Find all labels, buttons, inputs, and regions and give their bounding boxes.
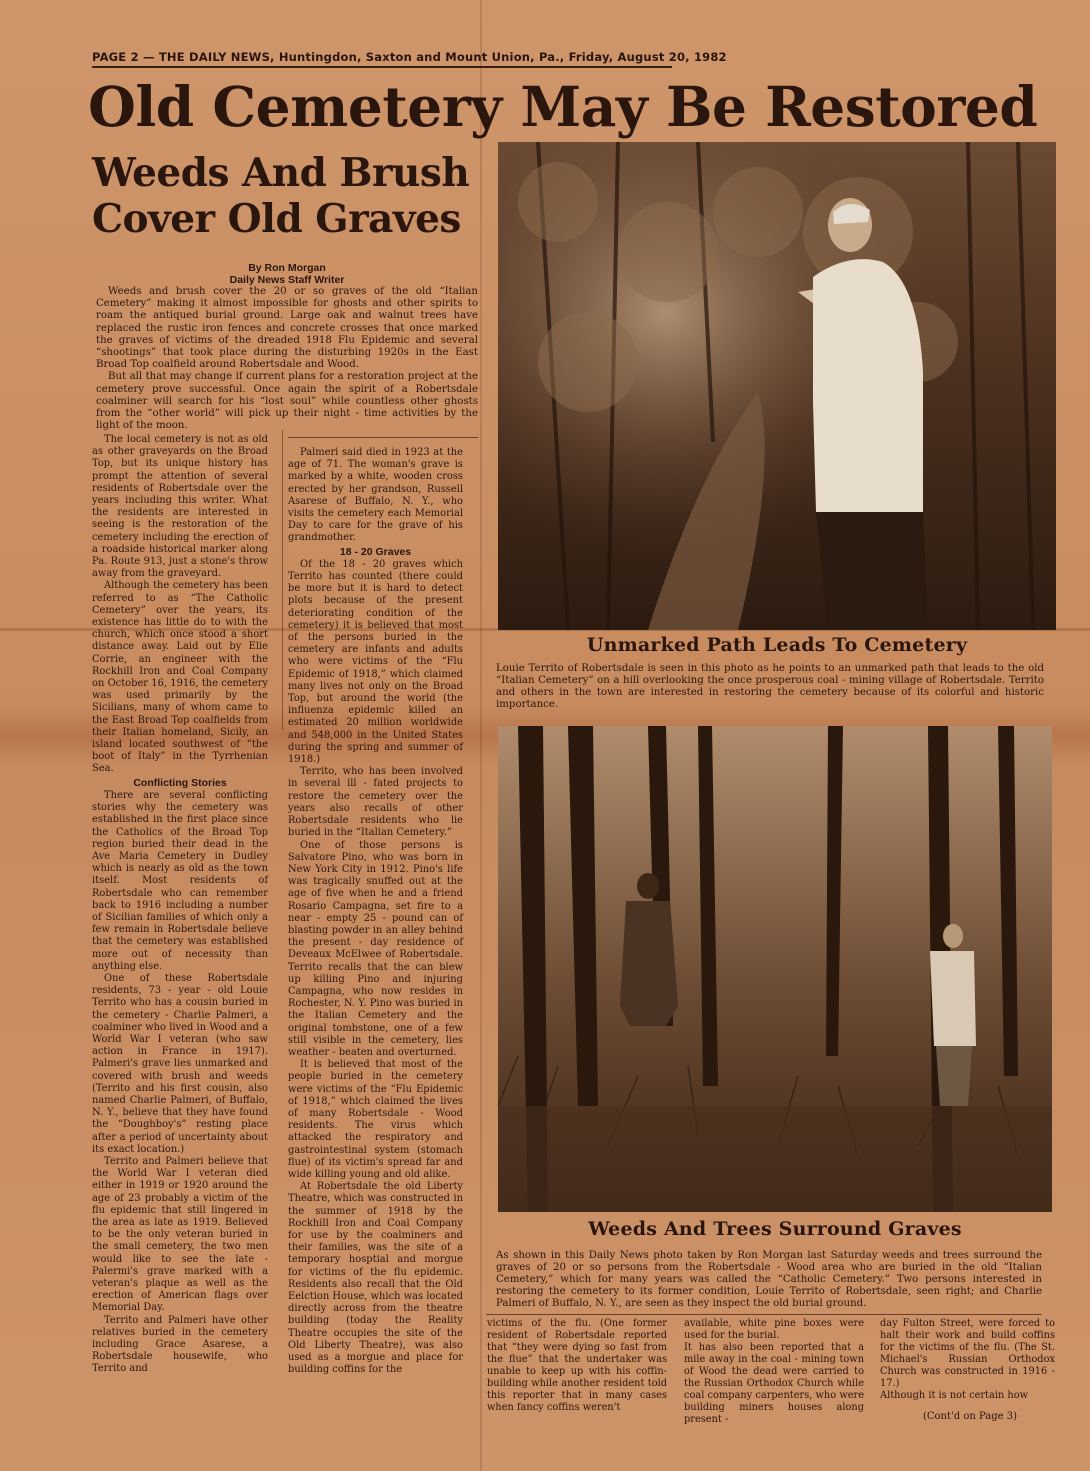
column2-paragraph: It is believed that most of the people buried in the cemetery were victims of the “Flu Epidemic of 1918,” which claimed the lives of many Robertsdale - Wood residents. The virus which attacked the respiratory and gastrointestinal system (stomach flue) of its victim's spread far and wide killing young and old alike. [288, 1059, 463, 1180]
photo-man-pointing [498, 142, 1056, 630]
bottom-column-3: day Fulton Street, were forced to halt their work and build coffins for the victims of the flu. (The St. Michael's Russian Orthodox Church was constructed in 1916 - 17.) Although it is not certain how [880, 1318, 1055, 1401]
column1-paragraph: Territo and Palmeri believe that the World War I veteran died either in 1919 or 1920 around the age of 23 probably a victim of the flu epidemic that still lingered in the area as late as 1919. Believed to be the only veteran buried in the small cemetery, the two men would like to see the late - Palermi's grave marked with a veteran's plaque as well as the erection of American flags over Memorial Day. [92, 1155, 268, 1314]
lead-paragraph: Weeds and brush cover the 20 or so graves of the old “Italian Cemetery” making it almost impossible for ghosts and other spirits to roam the antiqued burial ground. Large oak and walnut trees have replaced the rustic iron fences and concrete crosses that once marked the graves of victims of the dreaded 1918 Flu Epidemic and several “shootings” that took place during the disturbing 1920s in the East Broad Top coalfield around Robertsdale and Wood. [96, 286, 478, 371]
column2-paragraph: Of the 18 - 20 graves which Territo has counted (there could be more but it is hard to detect plots because of the present deteriorating condition of the cemetery) it is believed that most of the persons buried in the cemetery are infants and adults who were victims of the “Flu Epidemic of 1918,” which claimed many lives not only on the Broad Top, but around the world (the influenza epidemic killed an estimated 20 million worldwide and 548,000 in the United States during the spring and summer of 1918.) [288, 558, 463, 766]
column2-top-rule [288, 437, 478, 438]
photo1-caption-title: Unmarked Path Leads To Cemetery [586, 634, 968, 656]
lead-text [96, 286, 478, 432]
column2-crosshead: 18 - 20 Graves [339, 545, 412, 558]
dateline: PAGE 2 — THE DAILY NEWS, Huntingdon, Saxton and Mount Union, Pa., Friday, August 20, 1982 [92, 50, 672, 68]
photo-cemetery-woods-image [498, 726, 1052, 1212]
column1-paragraph: One of these Robertsdale residents, 73 - year - old Louie Territo who has a cousin buried in the cemetery - Charlie Palmeri, a coalminer who lived in Wood and a World War I veteran (who saw action in France in 1917). Palmeri's grave lies unmarked and covered with brush and weeds (Territo and his first cousin, also named Charlie Palmeri, of Buffalo, N. Y., believe that they have found the “Doughboy's” resting place after a period of uncertainty about its exact location.) [92, 972, 268, 1155]
column1-paragraph: The local cemetery is not as old as other graveyards on the Broad Top, but its unique history has prompt the attention of several residents of Robertsdale over the years including this writer. What the residents are interested in seeing is the restoration of the cemetery including the erection of a roadside historical marker along Pa. Route 913, just a stone's throw away from the graveyard. [92, 434, 268, 580]
subheadline-line1: Weeds And Brush [92, 150, 470, 196]
bottom-column-2: available, white pine boxes were used for the burial. It has also been reported that a mile away in the coal - mining town of Wood the dead were carried to the Russian Orthodox Church while coal company carpenters, who were building miners houses along present - [684, 1318, 864, 1425]
byline-author: By Ron Morgan [248, 262, 326, 274]
column1-crosshead: Conflicting Stories [133, 776, 227, 789]
column1-paragraph: There are several conflicting stories why the cemetery was established in the first place since the Catholics of the Broad Top region buried their dead in the Ave Maria Cemetery in Dudley which is nearly as old as the town itself. Most residents of Robertsdale who can remember back to 1916 including a number of Sicilian families of which only a few remain in Robertsdale believe that the cemetery was established more out of necessity than anything else. [92, 789, 268, 972]
photo2-caption-title: Weeds And Trees Surround Graves [588, 1218, 962, 1240]
photo1-caption-text: Louie Territo of Robertsdale is seen in this photo as he points to an unmarked path that leads to the old “Italian Cemetery” on a hill overlooking the once prosperous coal - mining village of Robertsdale. Territo and others in the town are interested in restoring the cemetery because of its colorful and historic importance. [496, 663, 1044, 710]
article-column-1 [92, 434, 268, 1376]
column2-paragraph: At Robertsdale the old Liberty Theatre, which was constructed in the summer of 1918 by the Rockhill Iron and Coal Company for use by the coalminers and their families, was the site of a temporary hosptial and morgue for victims of the flu epidemic. Residents also recall that the Old Eelction House, which was located directly across from the theatre building (today the Reality Theatre occupies the site of the Old Liberty Theatre), was also used as a morgue and place for building coffins for the [288, 1181, 463, 1376]
column2-paragraph: Territo, who has been involved in several ill - fated projects to restore the cemetery over the years also recalls of other Robertsdale residents who lie buried in the “Italian Cemetery.” [288, 766, 463, 839]
photo-cemetery-woods [498, 726, 1052, 1212]
byline-role: Daily News Staff Writer [229, 274, 345, 286]
photo-man-pointing-image [498, 142, 1056, 630]
column2-paragraph: Palmeri said died in 1923 at the age of 71. The woman's grave is marked by a white, wooden cross erected by her grandson, Russell Asarese of Buffalo, N. Y., who visits the cemetery each Memorial Day to care for the grave of his grandmother. [288, 447, 463, 544]
article-column-2 [288, 447, 463, 1376]
bottom-section-rule [486, 1314, 1042, 1315]
subheadline [92, 150, 482, 242]
photo2-caption-text: As shown in this Daily News photo taken by Ron Morgan last Saturday weeds and trees surround the graves of 20 or so persons from the Robertsdale - Wood area who are buried in the old “Italian Cemetery,” which for many years was called the “Catholic Cemetery.” Two persons interested in restoring the cemetery to its former condition, Louie Territo of Robertsdale, seen right; and Charlie Palmeri of Buffalo, N. Y., are seen as they inspect the old burial ground. [496, 1250, 1042, 1309]
column1-paragraph: Although the cemetery has been referred to as “The Catholic Cemetery” over the years, its existence has little do to with the church, which once stood a short distance away. Laid out by Elie Corrie, an engineer with the Rockhill Iron and Coal Company on October 16, 1916, the cemetery was used primarily by the Sicilians, many of whom came to the East Broad Top coalfields from their Italian homeland, Sicily, an island located southwest of “the boot of Italy” in the Tyrrhenian Sea. [92, 580, 268, 775]
column1-paragraph: Territo and Palmeri have other relatives buried in the cemetery including Grace Asarese, a Robertsdale housewife, who Territo and [92, 1314, 268, 1375]
continued-notice: (Cont'd on Page 3) [922, 1411, 1017, 1422]
lead-paragraph: But all that may change if current plans for a restoration project at the cemetery prove successful. Once again the spirit of a Robertsdale coalminer will search for his “lost soul” while countless other ghosts from the “other world” will pick up their night - time activities by the light of the moon. [96, 371, 478, 432]
column2-paragraph: One of those persons is Salvatore Pino, who was born in New York City in 1912. Pino's life was tragically snuffed out at the age of five when he and a friend Rosario Campagna, set fire to a near - empty 25 - pound can of blasting powder in an alley behind the present - day residence of Deveaux McElwee of Robertsdale. Territo recalls that the can blew up killing Pino and injuring Campagna, who now resides in Rochester, N. Y. Pino was buried in the Italian Cemetery and the original tombstone, one of a few still visible in the cemetery, lies weather - beaten and overturned. [288, 839, 463, 1058]
subheadline-line2: Cover Old Graves [92, 196, 461, 242]
headline: Old Cemetery May Be Restored [88, 74, 1038, 139]
bottom-column-1: victims of the flu. (One former resident of Robertsdale reported that “they were dying so fast from the flue” that the undertaker was unable to keep up with his coffin-building while another resident told this reporter that in many cases when fancy coffins weren't [487, 1318, 667, 1413]
byline [96, 262, 478, 286]
column-rule [282, 430, 283, 730]
